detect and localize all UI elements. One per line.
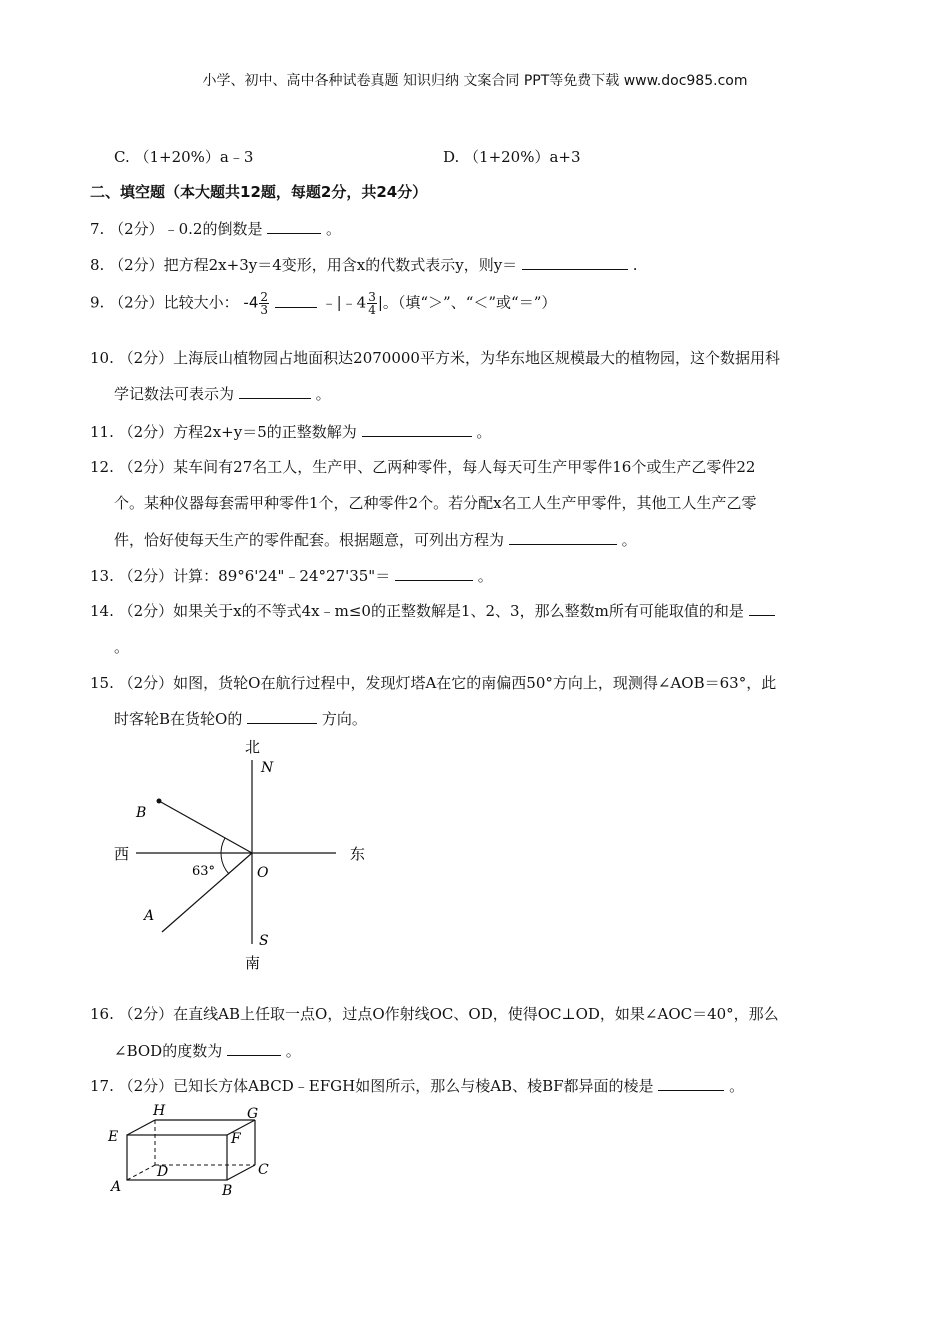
question-12-line-1: 12. （2分）某车间有27名工人，生产甲、乙两种零件，每人每天可生产甲零件16个或生产乙零件22 (90, 458, 756, 476)
q15-blank[interactable] (247, 709, 317, 724)
point-b (157, 799, 162, 804)
q7-blank[interactable] (267, 219, 321, 234)
q17-text: 17. （2分）已知长方体ABCD﹣EFGH如图所示，那么与棱AB、棱BF都异面的棱是 (90, 1077, 654, 1095)
cuboid-diagram (105, 1100, 280, 1200)
q17-blank[interactable] (658, 1076, 724, 1091)
angle-arc (221, 838, 229, 874)
q10-text: 学记数法可表示为 (114, 385, 235, 403)
question-10-line-1: 10. （2分）上海辰山植物园占地面积达2070000平方米，为华东地区规模最大的植物园，这个数据用科 (90, 349, 780, 367)
edge-eh (127, 1120, 155, 1135)
question-8 (90, 254, 638, 275)
section-title: 二、填空题（本大题共12题，每题2分，共24分） (90, 183, 428, 201)
q13-blank[interactable] (395, 566, 473, 581)
question-14-line-1 (90, 600, 775, 621)
question-11 (90, 421, 491, 442)
question-12-line-2: 个。某种仪器每套需甲种零件1个，乙种零件2个。若分配x名工人生产甲零件，其他工人生产乙零 (114, 494, 757, 512)
option-c: C. （1+20%）a﹣3 (114, 148, 254, 166)
q9-whole1: -4 (243, 293, 259, 312)
question-7 (90, 218, 341, 239)
label-b: B (222, 1183, 233, 1199)
compass-diagram (100, 732, 380, 977)
q7-end: 。 (326, 220, 342, 238)
question-10-line-2 (114, 383, 331, 404)
label-b: B (136, 805, 147, 821)
label-f: F (231, 1131, 241, 1147)
question-9 (90, 291, 556, 316)
option-d: D. （1+20%）a+3 (443, 148, 581, 166)
label-s: S (259, 933, 269, 949)
q13-end: 。 (477, 567, 493, 585)
label-east: 东 (350, 845, 366, 863)
label-e: E (108, 1129, 119, 1145)
q9-fraction-1 (259, 291, 269, 316)
label-c: C (258, 1162, 269, 1178)
question-17 (90, 1075, 744, 1096)
q8-end: . (632, 256, 638, 274)
q14-text: 14. （2分）如果关于x的不等式4x﹣m≤0的正整数解是1、2、3，那么整数m所有可能取值的和是 (90, 602, 744, 620)
q10-blank[interactable] (239, 384, 311, 399)
q10-end: 。 (315, 385, 331, 403)
question-12-line-3 (114, 529, 637, 550)
q16-blank[interactable] (227, 1041, 281, 1056)
question-15-line-1: 15. （2分）如图，货轮O在航行过程中，发现灯塔A在它的南偏西50°方向上，现测得∠AOB＝63°，此 (90, 674, 777, 692)
q9-end: |。（填“＞”、“＜”或“＝”） (377, 293, 557, 312)
q9-text: 9. （2分）比较大小： (90, 293, 239, 312)
question-15-line-2 (114, 708, 367, 729)
q9-den1: 3 (260, 303, 269, 317)
q11-text: 11. （2分）方程2x+y＝5的正整数解为 (90, 423, 357, 441)
q15-text: 时客轮B在货轮O的 (114, 710, 243, 728)
q9-blank[interactable] (275, 293, 317, 308)
q14-blank[interactable] (749, 601, 775, 616)
ray-ob (159, 801, 252, 853)
question-16-line-2 (114, 1040, 301, 1061)
q17-end: 。 (729, 1077, 745, 1095)
question-13 (90, 565, 493, 586)
front-face (127, 1135, 227, 1180)
edge-bc (227, 1165, 255, 1180)
q11-end: 。 (476, 423, 492, 441)
q13-text: 13. （2分）计算：89°6'24"﹣24°27'35"＝ (90, 567, 391, 585)
q9-mid: ﹣|﹣4 (321, 293, 367, 312)
page-header: 小学、初中、高中各种试卷真题 知识归纳 文案合同 PPT等免费下载 www.doc985.com (202, 73, 748, 89)
q9-num2: 3 (368, 290, 376, 304)
q16-text: ∠BOD的度数为 (114, 1042, 223, 1060)
q9-fraction-2 (367, 291, 377, 316)
label-angle: 63° (192, 864, 216, 879)
q16-end: 。 (285, 1042, 301, 1060)
label-a: A (144, 908, 155, 924)
q12-blank[interactable] (509, 530, 617, 545)
q12-text: 件，恰好使每天生产的零件配套。根据题意，可列出方程为 (114, 531, 505, 549)
label-south: 南 (245, 954, 261, 972)
q15-end: 方向。 (321, 710, 367, 728)
q7-text: 7. （2分）﹣0.2的倒数是 (90, 220, 263, 238)
label-a: A (111, 1179, 122, 1195)
q9-num1: 2 (260, 290, 269, 304)
label-o: O (257, 865, 269, 881)
question-14-line-2: 。 (114, 638, 130, 656)
edge-ad (127, 1165, 155, 1180)
label-west: 西 (114, 845, 130, 863)
q8-text: 8. （2分）把方程2x+3y＝4变形，用含x的代数式表示y，则y＝ (90, 256, 518, 274)
label-n: N (261, 760, 274, 776)
q9-den2: 4 (368, 303, 376, 317)
q12-end: 。 (621, 531, 637, 549)
label-north: 北 (245, 738, 261, 756)
q11-blank[interactable] (362, 422, 472, 437)
label-d: D (157, 1164, 169, 1180)
label-h: H (153, 1103, 166, 1119)
label-g: G (247, 1106, 259, 1122)
q8-blank[interactable] (522, 255, 628, 270)
question-16-line-1: 16. （2分）在直线AB上任取一点O，过点O作射线OC、OD，使得OC⊥OD，如果∠AOC＝40°，那么 (90, 1005, 779, 1023)
